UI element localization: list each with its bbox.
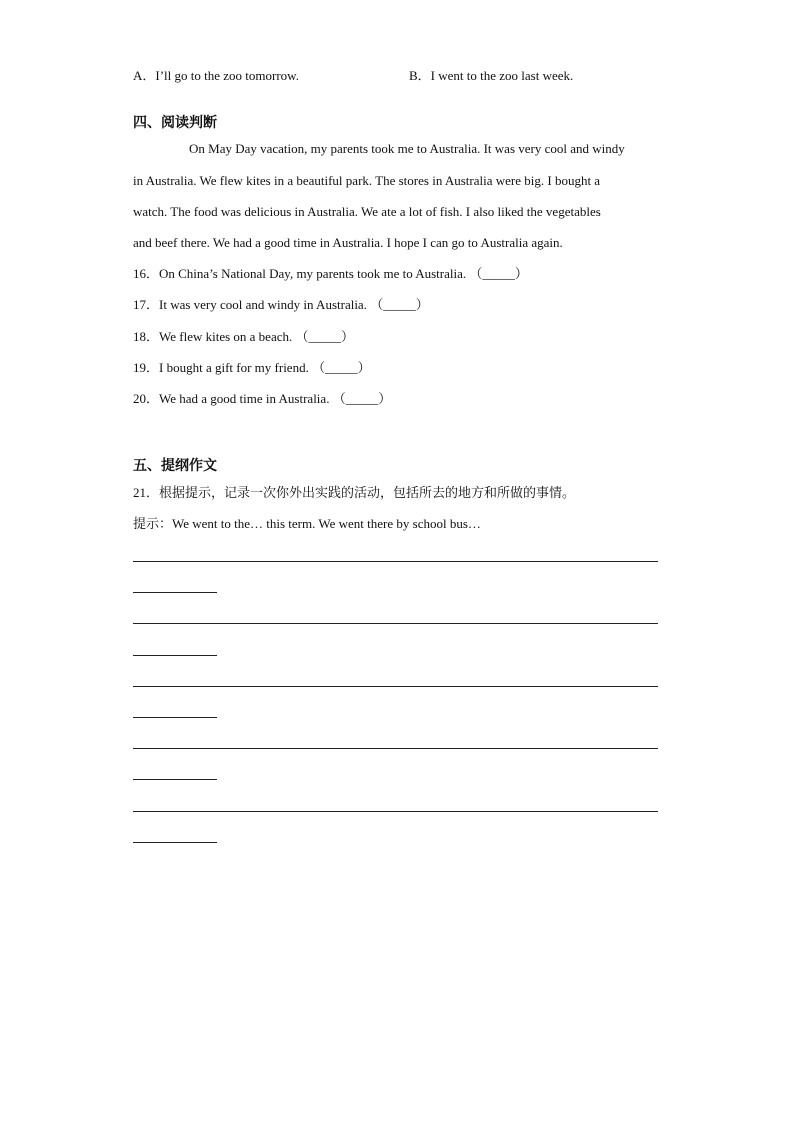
writing-line-short[interactable] [133,655,217,656]
writing-line[interactable] [133,686,658,687]
writing-line-short[interactable] [133,779,217,780]
option-a: A．I’ll go to the zoo tomorrow. [133,68,299,83]
writing-line[interactable] [133,623,658,624]
question-18: 18．We flew kites on a beach. （_____） [133,329,354,344]
question-19: 19．I bought a gift for my friend. （_____） [133,360,371,375]
writing-hint: 提示：We went to the… this term. We went there by school bus… [133,516,481,531]
writing-line[interactable] [133,561,658,562]
writing-line[interactable] [133,811,658,812]
option-b: B．I went to the zoo last week. [409,68,574,83]
section-four-title: 四、阅读判断 [133,116,217,131]
writing-line-short[interactable] [133,592,217,593]
passage-line: On May Day vacation, my parents took me to Australia. It was very cool and windy [189,141,625,156]
passage-line: and beef there. We had a good time in Australia. I hope I can go to Australia again. [133,235,563,250]
passage-line: in Australia. We flew kites in a beautiful park. The stores in Australia were big. I bought a [133,173,601,188]
writing-line-short[interactable] [133,842,217,843]
section-five-title: 五、提纲作文 [133,459,217,474]
writing-line[interactable] [133,748,658,749]
question-20: 20．We had a good time in Australia. （_____） [133,391,392,406]
question-16: 16．On China’s National Day, my parents took me to Australia. （_____） [133,266,528,281]
passage-line: watch. The food was delicious in Australia. We ate a lot of fish. I also liked the vegetables [133,204,601,219]
question-17: 17．It was very cool and windy in Australia. （_____） [133,297,429,312]
writing-line-short[interactable] [133,717,217,718]
question-21: 21．根据提示，记录一次你外出实践的活动，包括所去的地方和所做的事情。 [133,485,576,500]
